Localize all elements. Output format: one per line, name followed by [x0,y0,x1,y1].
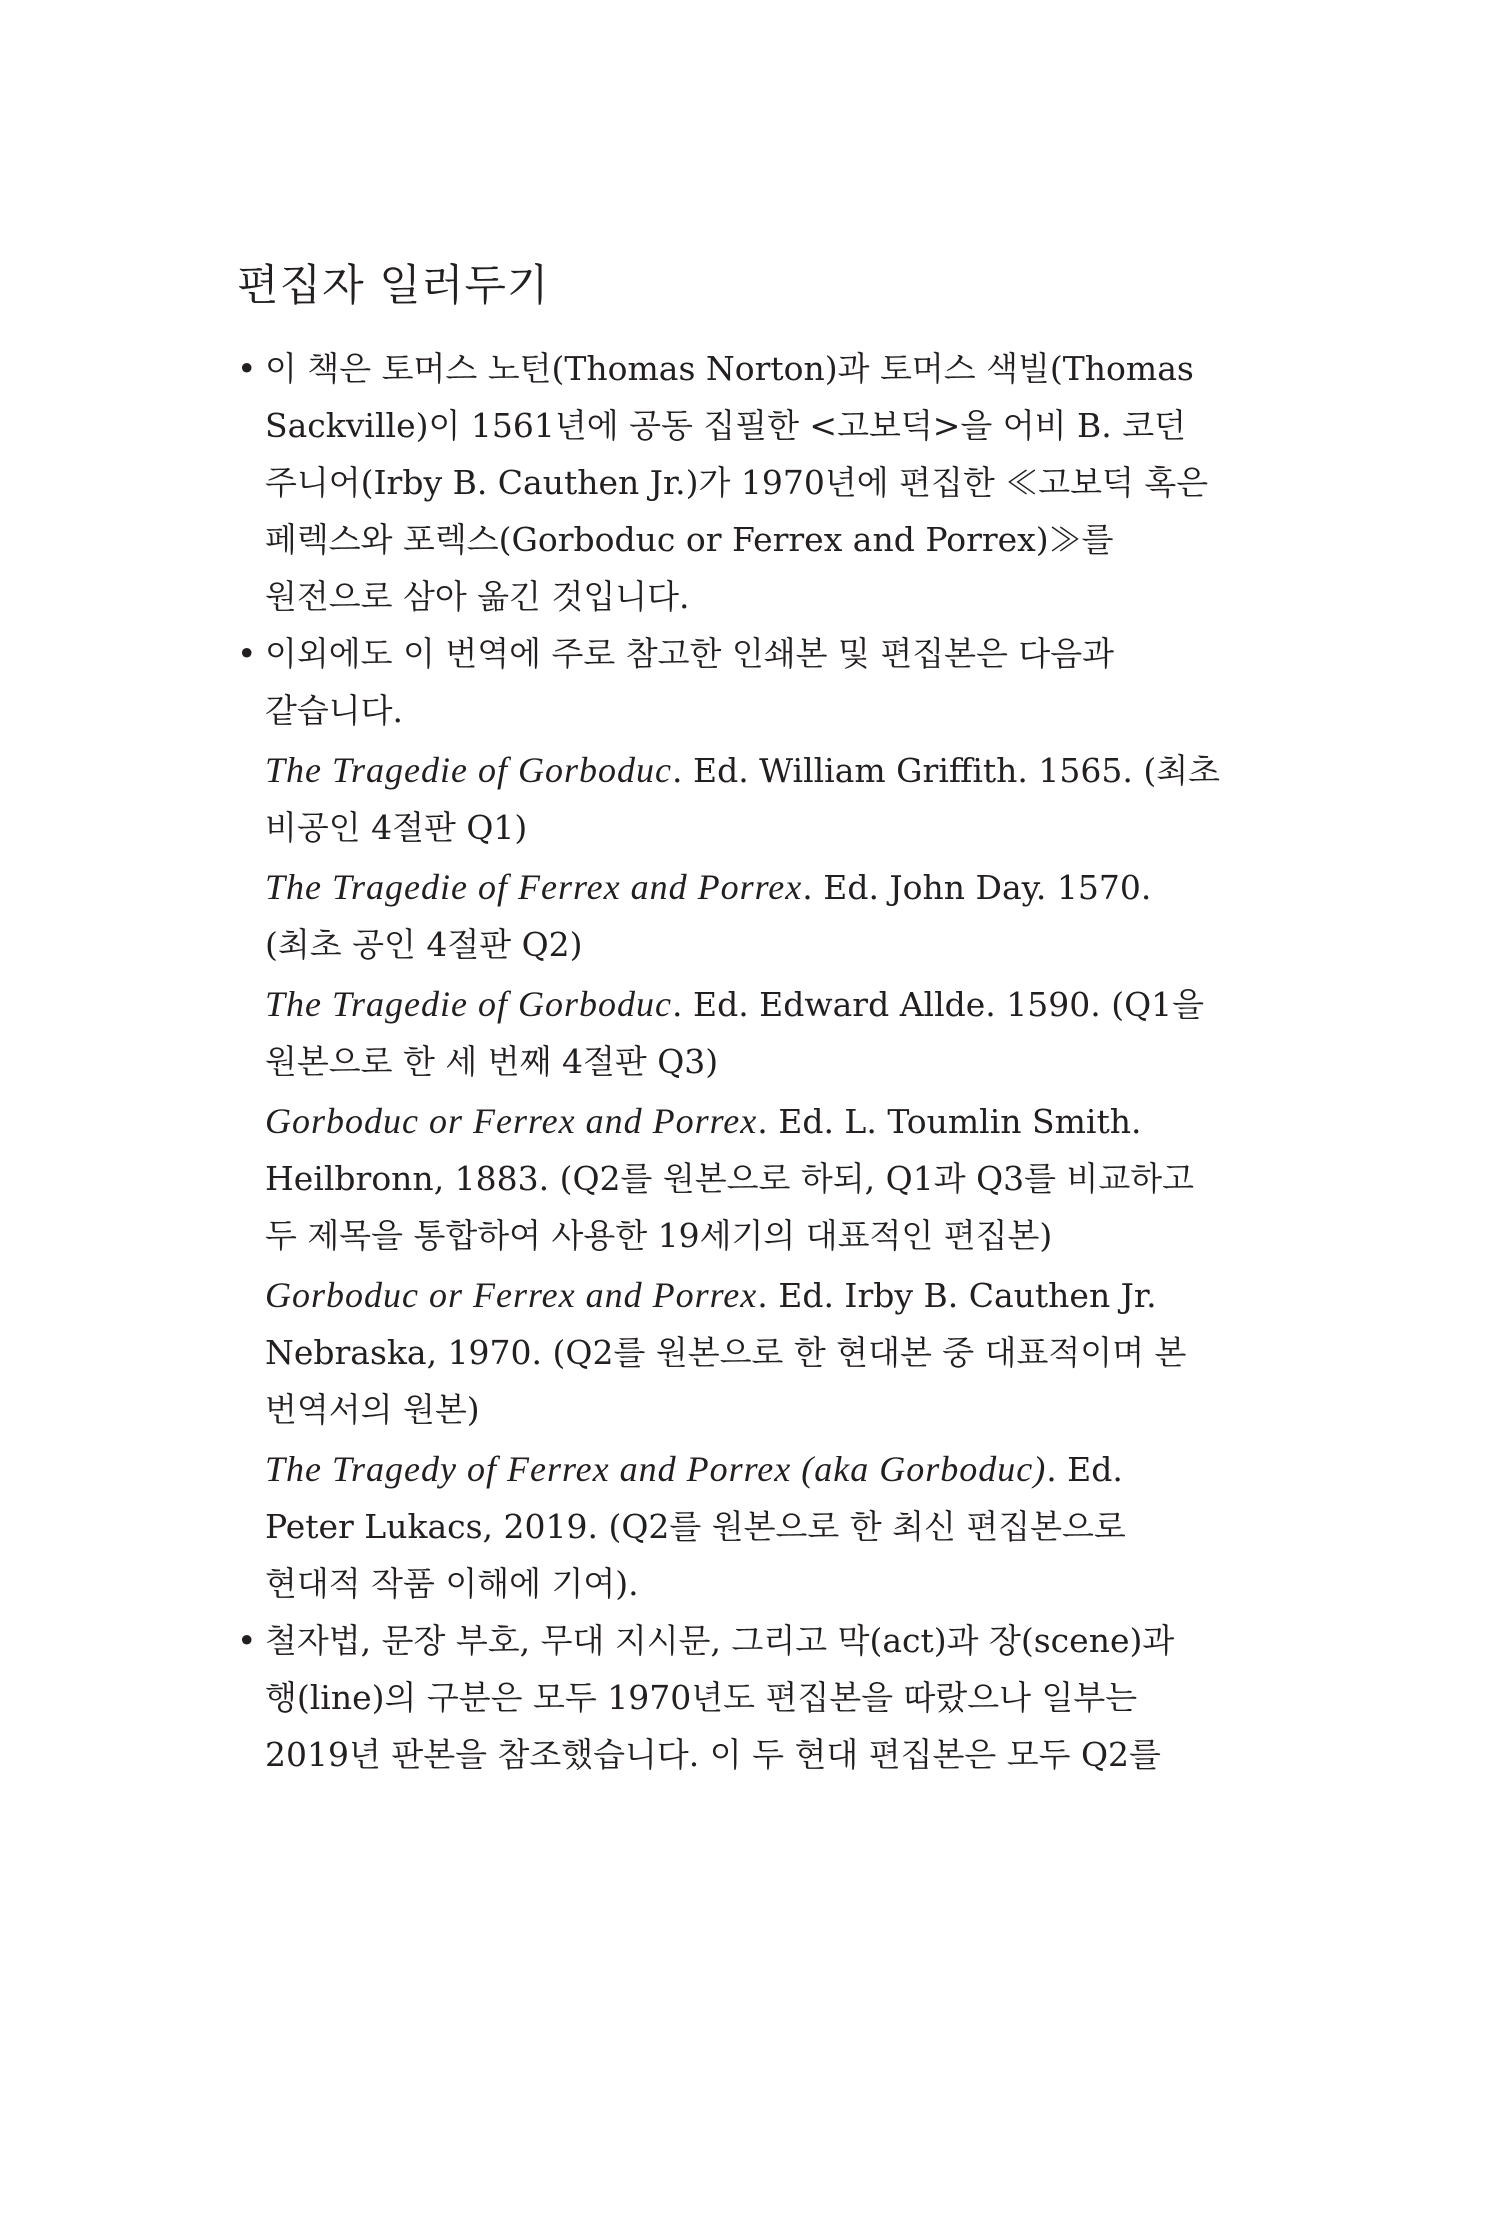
note-line: 같습니다. [265,691,404,730]
reference-title: Gorboduc or Ferrex and Porrex [265,1275,758,1315]
reference-entry [237,1267,1237,1438]
note-line: 주니어(Irby B. Cauthen Jr.)가 1970년에 편집한 ≪고보덕 혹은 [265,463,1209,502]
note-line: 원전으로 삼아 옮긴 것입니다. [265,577,690,616]
bullet-icon: • [237,634,257,673]
reference-entry [237,742,1237,856]
reference-entry [237,1441,1237,1612]
note-line: 철자법, 문장 부호, 무대 지시문, 그리고 막(act)과 장(scene)과 [265,1621,1175,1660]
reference-title: The Tragedie of Gorboduc [265,750,672,790]
reference-details: . Ed. John Day. 1570. [802,868,1152,907]
note-line: 행(line)의 구분은 모두 1970년도 편집본을 따랐으나 일부는 [265,1678,1138,1717]
reference-line: Peter Lukacs, 2019. (Q2를 원본으로 한 최신 편집본으로 [265,1507,1126,1546]
reference-title: Gorboduc or Ferrex and Porrex [265,1101,758,1141]
reference-details: . Ed. [1046,1450,1123,1489]
reference-line: 비공인 4절판 Q1) [265,808,528,847]
note-line: 2019년 판본을 참조했습니다. 이 두 현대 편집본은 모두 Q2를 [265,1735,1161,1774]
reference-details: . Ed. Edward Allde. 1590. (Q1을 [672,985,1205,1024]
reference-line: 원본으로 한 세 번째 4절판 Q3) [265,1042,719,1081]
note-item-conventions [237,1612,1237,1783]
reference-details: . Ed. William Griffith. 1565. (최초 [672,751,1220,790]
reference-line: Heilbronn, 1883. (Q2를 원본으로 하되, Q1과 Q3를 비교하고 [265,1159,1195,1198]
note-line: 이 책은 토머스 노턴(Thomas Norton)과 토머스 색빌(Thomas [265,349,1194,388]
reference-line: 번역서의 원본) [265,1390,480,1429]
reference-line: 두 제목을 통합하여 사용한 19세기의 대표적인 편집본) [265,1216,1053,1255]
note-line: 이외에도 이 번역에 주로 참고한 인쇄본 및 편집본은 다음과 [265,634,1114,673]
reference-line: 현대적 작품 이해에 기여). [265,1564,639,1603]
notes-body [237,340,1237,1783]
reference-entry [237,859,1237,973]
note-item-references [237,625,1237,739]
reference-entry [237,976,1237,1090]
reference-title: The Tragedy of Ferrex and Porrex (aka Gorboduc) [265,1449,1047,1489]
reference-details: . Ed. Irby B. Cauthen Jr. [757,1276,1157,1315]
bullet-icon: • [237,349,257,388]
note-line: 페렉스와 포렉스(Gorboduc or Ferrex and Porrex)≫를 [265,520,1114,559]
reference-title: The Tragedie of Ferrex and Porrex [265,867,803,907]
reference-title: The Tragedie of Gorboduc [265,984,672,1024]
reference-entry [237,1093,1237,1264]
bullet-icon: • [237,1621,257,1660]
reference-line: (최초 공인 4절판 Q2) [265,925,583,964]
page-title: 편집자 일러두기 [237,261,550,311]
note-line: Sackville)이 1561년에 공동 집필한 <고보덕>을 어비 B. 코던 [265,406,1186,445]
reference-details: . Ed. L. Toumlin Smith. [757,1102,1142,1141]
reference-line: Nebraska, 1970. (Q2를 원본으로 한 현대본 중 대표적이며 본 [265,1333,1187,1372]
note-item-source [237,340,1237,625]
